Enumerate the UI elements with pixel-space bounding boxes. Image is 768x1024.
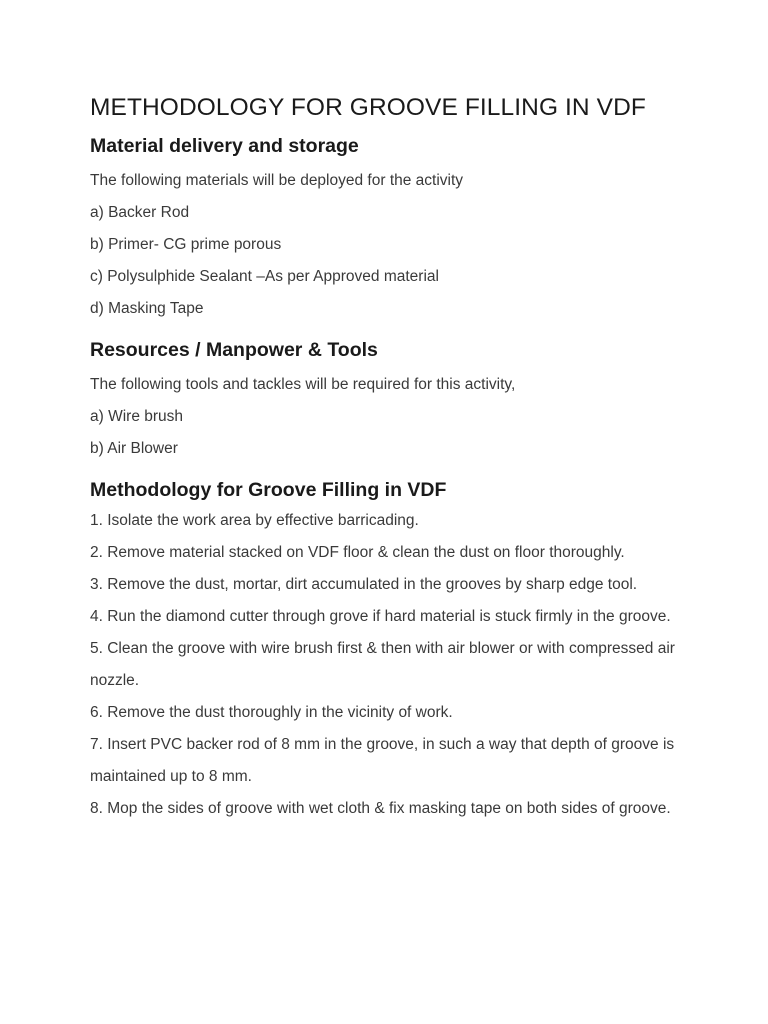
methodology-steps-list — [90, 505, 768, 825]
list-item: b) Air Blower — [90, 440, 178, 457]
list-item: c) Polysulphide Sealant –As per Approved material — [90, 268, 439, 285]
tools-list — [90, 401, 768, 465]
list-item: 7. Insert PVC backer rod of 8 mm in the groove, in such a way that depth of groove is maintained up to 8 mm. — [90, 736, 675, 785]
section-heading-materials: Material delivery and storage — [90, 135, 359, 157]
list-item: b) Primer- CG prime porous — [90, 236, 282, 253]
list-item: 6. Remove the dust thoroughly in the vicinity of work. — [90, 704, 453, 721]
document-title: METHODOLOGY FOR GROOVE FILLING IN VDF — [90, 94, 646, 121]
materials-list — [90, 197, 768, 325]
list-item: 1. Isolate the work area by effective barricading. — [90, 512, 419, 529]
list-item: 5. Clean the groove with wire brush first & then with air blower or with compressed air nozzle. — [90, 640, 675, 689]
list-item: 2. Remove material stacked on VDF floor & clean the dust on floor thoroughly. — [90, 544, 625, 561]
list-item: 4. Run the diamond cutter through grove if hard material is stuck firmly in the groove. — [90, 608, 671, 625]
section-heading-methodology: Methodology for Groove Filling in VDF — [90, 479, 447, 501]
list-item: 3. Remove the dust, mortar, dirt accumulated in the grooves by sharp edge tool. — [90, 576, 638, 593]
section-intro-materials: The following materials will be deployed for the activity — [90, 172, 464, 189]
list-item: d) Masking Tape — [90, 300, 204, 317]
section-heading-resources: Resources / Manpower & Tools — [90, 339, 378, 361]
section-intro-resources: The following tools and tackles will be required for this activity, — [90, 376, 516, 393]
list-item: a) Wire brush — [90, 408, 184, 425]
list-item: a) Backer Rod — [90, 204, 190, 221]
list-item: 8. Mop the sides of groove with wet cloth & fix masking tape on both sides of groove. — [90, 800, 671, 817]
